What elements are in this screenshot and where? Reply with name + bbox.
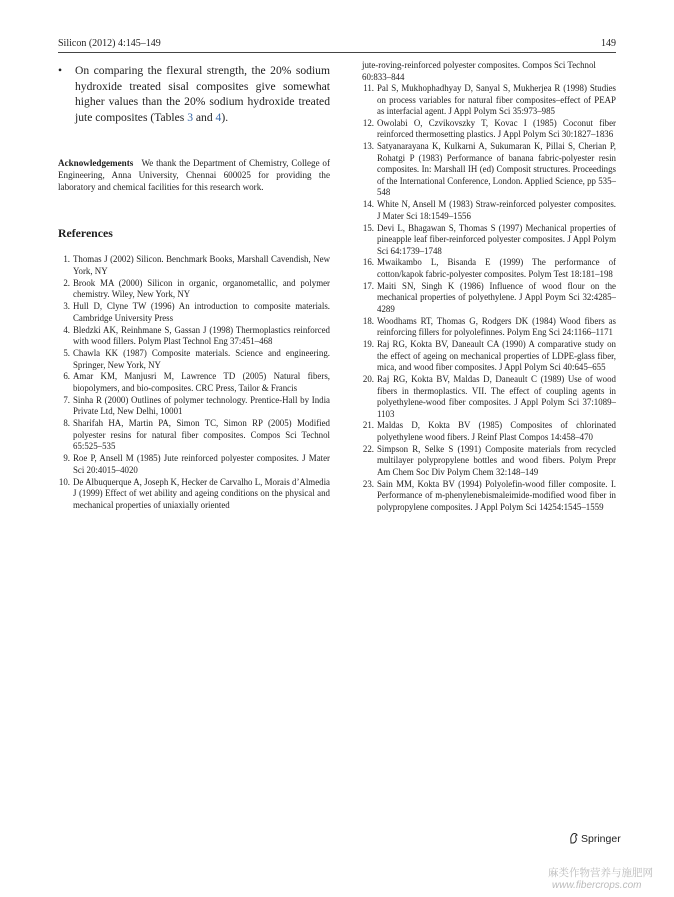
reference-text: Roe P, Ansell M (1985) Jute reinforced polyester composites. J Mater Sci 20:4015–4020 xyxy=(73,453,330,475)
reference-text: Brook MA (2000) Silicon in organic, organometallic, and polymer chemistry. Wiley, New York, NY xyxy=(73,277,330,300)
reference-item xyxy=(58,418,330,453)
table-link-4[interactable]: 4 xyxy=(215,110,222,124)
reference-number: 2. xyxy=(63,277,70,288)
reference-item xyxy=(58,348,330,371)
reference-text: Devi L, Bhagawan S, Thomas S (1997) Mechanical properties of pineapple leaf fiber-reinforced polyester composites. J Appl Polym Sci 64:1739–1748 xyxy=(377,222,616,256)
reference-item xyxy=(362,141,616,199)
reference-item xyxy=(58,371,330,394)
reference-text: Raj RG, Kokta BV, Maldas D, Daneault C (1989) Use of wood fibers in thermoplastics. VII. The effect of coupling agents in polyethylene-wood fiber composites. J Appl Polym Sci 37:1089–1103 xyxy=(377,374,616,419)
reference-item xyxy=(362,281,616,316)
reference-item xyxy=(362,479,616,514)
left-column xyxy=(58,63,330,511)
reference-number: 18. xyxy=(362,315,374,326)
bullet-text-before: On comparing the flexural strength, the 20% sodium hydroxide treated sisal composites give somewhat higher values than the 20% sodium hydroxide treated jute composites (Tables xyxy=(75,64,330,124)
reference-number: 10. xyxy=(58,476,70,487)
reference-number: 20. xyxy=(362,374,374,385)
reference-item xyxy=(58,301,330,324)
running-header xyxy=(58,38,616,53)
reference-item xyxy=(362,83,616,118)
reference-text: Raj RG, Kokta BV, Daneault CA (1990) A comparative study on the effect of ageing on mechanical properties of LDPE-glass fiber, mica, and wood fiber composites. J Appl Polym Sci 40:645–655 xyxy=(377,339,616,373)
bullet-text-mid: and xyxy=(193,110,216,124)
reference-text: Bledzki AK, Reinhmane S, Gassan J (1998) Thermoplastics reinforced with wood fillers. Polym Plast Technol Eng 37:451–468 xyxy=(73,324,330,347)
reference-text: Chawla KK (1987) Composite materials. Science and engineering. Springer, New York, NY xyxy=(73,348,330,370)
page-number: 149 xyxy=(601,38,616,49)
reference-text: Sain MM, Kokta BV (1994) Polyolefin-wood filler composite. I. Performance of m-phenylenebismaleimide-modified wood fiber in polypropylene composites. J Appl Polym Sci 14254:1545–1559 xyxy=(377,478,616,512)
ack-heading: Acknowledgements xyxy=(58,158,134,169)
acknowledgements xyxy=(58,158,330,193)
publisher-name: Springer xyxy=(581,833,621,845)
reference-text: Hull D, Clyne TW (1996) An introduction to composite materials. Cambridge University Press xyxy=(73,301,330,323)
reference-text: Pal S, Mukhophadhyay D, Sanyal S, Mukherjea R (1998) Studies on process variables for natural fiber composites–effect of PEAP as interfacial agent. J Appl Polym Sci 35:973–985 xyxy=(377,83,616,116)
reference-number: 21. xyxy=(362,420,374,431)
reference-number: 6. xyxy=(63,371,70,382)
reference-number: 5. xyxy=(63,348,70,359)
reference-item xyxy=(362,420,616,443)
reference-number: 12. xyxy=(362,117,374,128)
reference-item xyxy=(362,339,616,374)
reference-number: 16. xyxy=(362,257,374,268)
reference-number: 19. xyxy=(362,339,374,350)
reference-item xyxy=(58,477,330,512)
reference-number: 22. xyxy=(362,443,374,454)
reference-text: Woodhams RT, Thomas G, Rodgers DK (1984) Wood fibers as reinforcing fillers for polyolefinnes. Polym Eng Sci 24:1166–1171 xyxy=(377,315,616,338)
reference-number: 7. xyxy=(63,394,70,405)
bullet-text-after: ). xyxy=(221,110,229,124)
springer-logo xyxy=(569,832,621,845)
right-column xyxy=(362,60,616,514)
table-link-3[interactable]: 3 xyxy=(187,110,193,124)
watermark-chinese: 麻类作物营养与施肥网 xyxy=(548,867,653,879)
conclusion-bullet xyxy=(58,63,330,125)
ack-text: We thank the Department of Chemistry, College of Engineering, Anna University, Chennai 600025 for providing the laboratory and chemical facilities for this research work. xyxy=(58,158,330,192)
reference-text: Maldas D, Kokta BV (1985) Composites of chlorinated polyethylene wood fibers. J Reinf Plast Compos 14:458–470 xyxy=(377,420,616,442)
reference-text: Sinha R (2000) Outlines of polymer technology. Prentice-Hall by India Private Ltd, New Delhi, 10001 xyxy=(73,394,330,417)
bullet-marker: • xyxy=(58,64,63,77)
reference-number: 4. xyxy=(63,324,70,335)
journal-citation: Silicon (2012) 4:145–149 xyxy=(58,38,161,49)
reference-item xyxy=(362,316,616,339)
reference-text: Mwaikambo L, Bisanda E (1999) The performance of cotton/kapok fabric-polyester composites. Polym Test 18:181–198 xyxy=(377,257,616,279)
reference-item xyxy=(58,278,330,301)
reference-item xyxy=(58,325,330,348)
reference-text: Amar KM, Manjusri M, Lawrence TD (2005) Natural fibers, biopolymers, and bio-composites. CRC Press, Tailor & Francis xyxy=(73,371,330,393)
reference-text: Satyanarayana K, Kulkarni A, Sukumaran K, Pillai S, Cherian P, Rohatgi P (1983) Performance of banana fabric-polyester resin composites. In: Marshall IH (ed) Composit structures. Proceedings of the International Conference, London. Applied Science, pp 535–548 xyxy=(377,141,616,198)
reference-number: 9. xyxy=(63,453,70,464)
reference-number: 23. xyxy=(362,478,374,489)
reference-number: 14. xyxy=(362,199,374,210)
reference-text: Maiti SN, Singh K (1986) Influence of wood flour on the mechanical properties of polyethylene. J Appl Poym Sci 32:4285–4289 xyxy=(377,280,616,314)
reference-list-right xyxy=(362,83,616,513)
reference-item xyxy=(362,223,616,258)
reference-item xyxy=(362,118,616,141)
reference-text: White N, Ansell M (1983) Straw-reinforced polyester composites. J Mater Sci 18:1549–1556 xyxy=(377,199,616,221)
springer-horse-icon xyxy=(569,832,579,844)
reference-text: Sharifah HA, Martin PA, Simon TC, Simon RP (2005) Modified polyester resins for natural fiber composites. Compos Sci Technol 65:525–535 xyxy=(73,418,330,452)
reference-text: Owolabi O, Czvikovszky T, Kovac I (1985) Coconut fiber reinforced thermosetting plastics. J Appl Polym Sci 30:1827–1836 xyxy=(377,117,616,140)
reference-text: Thomas J (2002) Silicon. Benchmark Books, Marshall Cavendish, New York, NY xyxy=(73,254,330,276)
reference-item xyxy=(58,453,330,476)
reference-list-left xyxy=(58,254,330,511)
reference-number: 1. xyxy=(63,254,70,265)
reference-number: 3. xyxy=(63,301,70,312)
watermark-url: www.fibercrops.com xyxy=(552,880,642,891)
reference-item xyxy=(58,254,330,277)
reference-item xyxy=(362,257,616,280)
ref10-continuation: jute-roving-reinforced polyester composites. Compos Sci Technol 60:833–844 xyxy=(362,60,596,82)
reference-text: De Albuquerque A, Joseph K, Hecker de Carvalho L, Morais d’Almedia J (1999) Effect of wet ability and ageing conditions on the physical and mechanical properties of uniaxially oriented xyxy=(73,476,330,510)
reference-number: 15. xyxy=(362,222,374,233)
reference-number: 13. xyxy=(362,141,374,152)
reference-item xyxy=(362,444,616,479)
references-heading: References xyxy=(58,226,113,241)
reference-text: Simpson R, Selke S (1991) Composite materials from recycled multilayer polypropylene bottles and wood fibers. Polym Prepr Am Chem Soc Div Polym Chem 32:148–149 xyxy=(377,443,616,477)
reference-item xyxy=(362,199,616,222)
reference-number: 17. xyxy=(362,280,374,291)
reference-item xyxy=(58,395,330,418)
reference-item xyxy=(362,374,616,420)
reference-number: 11. xyxy=(363,83,374,93)
reference-number: 8. xyxy=(63,418,70,429)
